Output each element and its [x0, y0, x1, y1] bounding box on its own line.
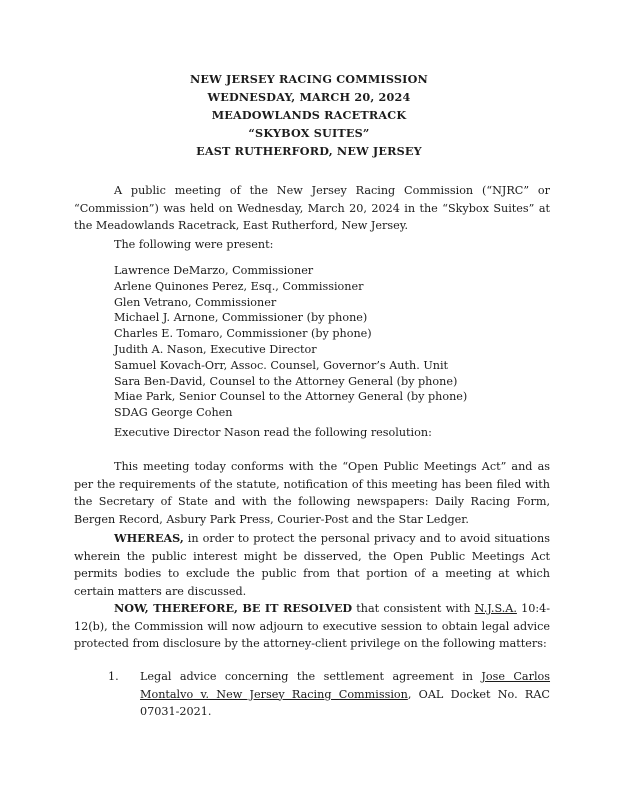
whereas-text: in order to protect the personal privacy and to avoid situations wherein the public interest might be disserved, the Open Public Meetings Act permits bodies to exclude the public from that portion of a meeting at which certain matters are discussed.: [74, 532, 550, 598]
resolution-intro: Executive Director Nason read the following resolution:: [114, 426, 432, 439]
header-date: WEDNESDAY, MARCH 20, 2024: [207, 90, 411, 104]
intro-paragraph: A public meeting of the New Jersey Racing Commission (“NJRC” or “Commission”) was held on Wednesday, March 20, 2024 in the “Skybox Suites” at the Meadowlands Racetrack, East Rutherford, New Jersey.: [74, 184, 550, 232]
document-header: [0, 70, 618, 160]
opma-paragraph: This meeting today conforms with the “Open Public Meetings Act” and as per the requirements of the statute, notification of this meeting has been filed with the Secretary of State and with the following newspapers: Daily Racing Form, Bergen Record, Asbury Park Press, Courier-Post and the Star Ledger.: [74, 460, 550, 526]
attendee-item: Charles E. Tomaro, Commissioner (by phone): [114, 327, 372, 341]
attendee-item: Judith A. Nason, Executive Director: [114, 342, 317, 356]
attendee-item: Miae Park, Senior Counsel to the Attorney General (by phone): [114, 390, 468, 404]
attendee-item: SDAG George Cohen: [114, 406, 233, 420]
list-item-text: [140, 668, 550, 721]
whereas-paragraph: [74, 530, 550, 600]
attendee-list: [114, 263, 467, 421]
attendee-item: Sara Ben-David, Counsel to the Attorney General (by phone): [114, 374, 458, 388]
header-room: “SKYBOX SUITES”: [248, 126, 370, 140]
resolved-lead: NOW, THEREFORE, BE IT RESOLVED: [114, 601, 353, 615]
list-item-number: 1.: [108, 670, 119, 683]
present-label: The following were present:: [114, 238, 274, 251]
item-text-b: , OAL Docket No. RAC 07031-2021.: [140, 687, 550, 718]
attendee-item: Lawrence DeMarzo, Commissioner: [114, 264, 314, 277]
statute-citation: N.J.S.A.: [474, 602, 517, 615]
attendee-item: Michael J. Arnone, Commissioner (by phone): [114, 311, 368, 325]
attendee-item: Samuel Kovach-Orr, Assoc. Counsel, Governor’s Auth. Unit: [114, 358, 449, 372]
resolved-text-b: 10:4-12(b), the Commission will now adjourn to executive session to obtain legal advice protected from disclosure by the attorney-client privilege on the following matters:: [74, 602, 550, 650]
whereas-lead: WHEREAS,: [114, 531, 184, 545]
attendee-item: Glen Vetrano, Commissioner: [114, 295, 277, 309]
item-text-a: Legal advice concerning the settlement agreement in: [140, 670, 482, 683]
resolved-paragraph: [74, 600, 550, 653]
case-name: Jose Carlos Montalvo v. New Jersey Racing Commission: [140, 670, 551, 701]
attendee-item: Arlene Quinones Perez, Esq., Commissioner: [114, 279, 364, 293]
header-commission-name: NEW JERSEY RACING COMMISSION: [190, 72, 428, 86]
header-location: EAST RUTHERFORD, NEW JERSEY: [196, 144, 422, 158]
resolved-text-a: that consistent with: [352, 602, 475, 615]
header-venue: MEADOWLANDS RACETRACK: [211, 108, 407, 122]
